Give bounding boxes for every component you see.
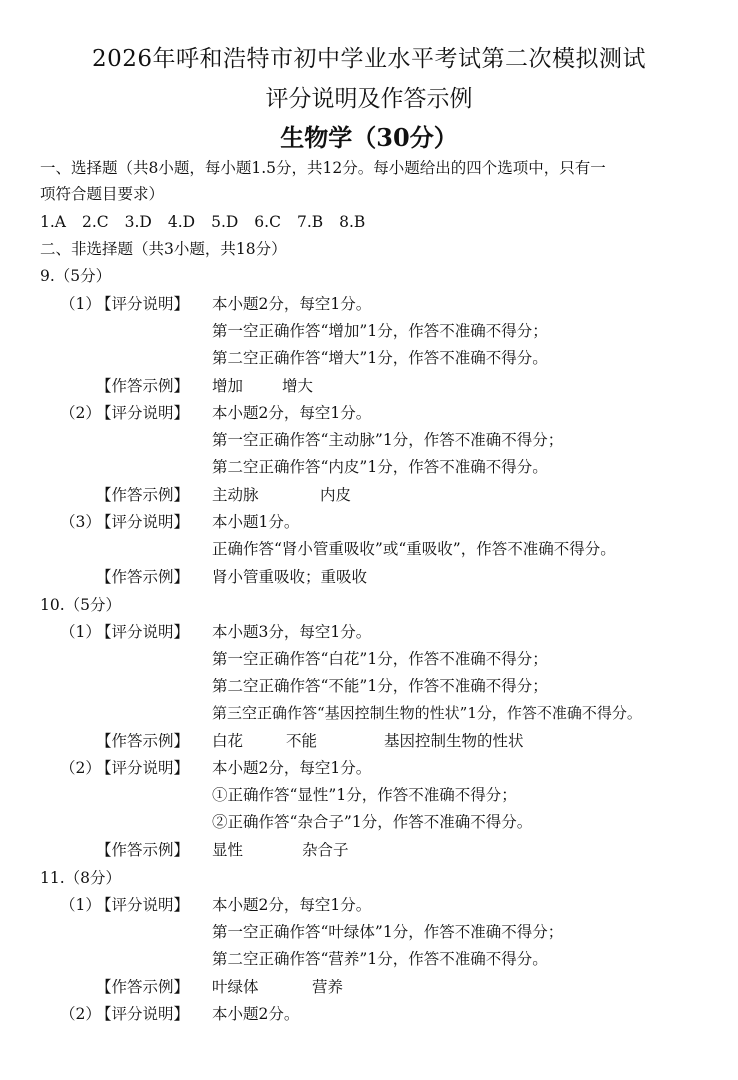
q11-part1-number: （1） xyxy=(60,896,101,914)
q9-part2-number: （2） xyxy=(60,404,101,422)
answer-item: 2.C xyxy=(81,213,109,231)
scoring-label: 【评分说明】 xyxy=(96,404,190,422)
scoring-label: 【评分说明】 xyxy=(96,759,190,777)
q11-part2-number: （2） xyxy=(60,1005,101,1023)
section1-heading-cont: 项符合题目要求） xyxy=(40,185,165,203)
scoring-text: 本小题3分，每空1分。 xyxy=(212,623,372,641)
scoring-label: 【评分说明】 xyxy=(96,623,190,641)
scoring-label: 【评分说明】 xyxy=(96,1005,190,1023)
scoring-text: 本小题2分。 xyxy=(212,1005,300,1023)
answer-item: 5.D xyxy=(211,213,239,231)
question-11-title: 11.（8分） xyxy=(40,869,122,887)
example-answer: 显性 xyxy=(212,841,244,859)
subject-heading: 生物学（30分） xyxy=(280,123,458,152)
answer-item: 6.C xyxy=(254,213,281,231)
q9-part1-number: （1） xyxy=(60,295,101,313)
scoring-text: 本小题1分。 xyxy=(212,513,300,531)
scoring-label: 【评分说明】 xyxy=(96,513,190,531)
example-label: 【作答示例】 xyxy=(96,978,190,996)
example-answer: 增加 xyxy=(212,377,244,395)
example-answer: 白花 xyxy=(212,732,244,750)
example-label: 【作答示例】 xyxy=(96,732,190,750)
scoring-label: 【评分说明】 xyxy=(96,295,190,313)
scoring-text: 第二空正确作答“不能”1分，作答不准确不得分； xyxy=(212,677,548,695)
answer-item: 1.A xyxy=(40,213,66,231)
answer-item: 8.B xyxy=(339,213,366,231)
scoring-text: 第三空正确作答“基因控制生物的性状”1分，作答不准确不得分。 xyxy=(212,704,642,722)
q10-part1-number: （1） xyxy=(60,623,101,641)
scoring-text: 第二空正确作答“增大”1分，作答不准确不得分。 xyxy=(212,349,548,367)
example-label: 【作答示例】 xyxy=(96,841,190,859)
example-label: 【作答示例】 xyxy=(96,568,190,586)
example-answer: 内皮 xyxy=(320,486,352,504)
q9-part3-number: （3） xyxy=(60,513,101,531)
scoring-text: 第一空正确作答“白花”1分，作答不准确不得分； xyxy=(212,650,548,668)
example-answer: 增大 xyxy=(282,377,314,395)
section1-heading: 一、选择题（共8小题，每小题1.5分，共12分。每小题给出的四个选项中，只有一 xyxy=(40,159,606,177)
document-subtitle: 评分说明及作答示例 xyxy=(265,86,473,112)
example-answer: 营养 xyxy=(312,978,344,996)
question-9-title: 9.（5分） xyxy=(40,267,112,285)
scoring-text: 本小题2分，每空1分。 xyxy=(212,404,372,422)
scoring-text: 本小题2分，每空1分。 xyxy=(212,896,372,914)
example-answer: 基因控制生物的性状 xyxy=(384,732,524,750)
q10-part2-number: （2） xyxy=(60,759,101,777)
question-10-title: 10.（5分） xyxy=(40,596,122,614)
example-answer: 不能 xyxy=(286,732,318,750)
example-answer: 叶绿体 xyxy=(212,978,259,996)
scoring-text: 第二空正确作答“营养”1分，作答不准确不得分。 xyxy=(212,950,548,968)
scoring-text: 第一空正确作答“增加”1分，作答不准确不得分； xyxy=(212,322,548,340)
scoring-label: 【评分说明】 xyxy=(96,896,190,914)
example-answer: 杂合子 xyxy=(302,841,349,859)
example-answer: 主动脉 xyxy=(212,486,259,504)
example-label: 【作答示例】 xyxy=(96,486,190,504)
document-title: 2026年呼和浩特市初中学业水平考试第二次模拟测试 xyxy=(91,46,647,72)
scoring-text: 第一空正确作答“叶绿体”1分，作答不准确不得分； xyxy=(212,923,564,941)
scoring-text: 本小题2分，每空1分。 xyxy=(212,295,372,313)
example-label: 【作答示例】 xyxy=(96,377,190,395)
scoring-text: 正确作答“肾小管重吸收”或“重吸收”，作答不准确不得分。 xyxy=(212,540,616,558)
answer-item: 4.D xyxy=(167,213,196,231)
scoring-text: 第二空正确作答“内皮”1分，作答不准确不得分。 xyxy=(212,458,548,476)
section2-heading: 二、非选择题（共3小题，共18分） xyxy=(40,240,287,258)
scoring-text: 第一空正确作答“主动脉”1分，作答不准确不得分； xyxy=(212,431,564,449)
choice-answers xyxy=(40,212,381,232)
scoring-text: 本小题2分，每空1分。 xyxy=(212,759,372,777)
scoring-text: ①正确作答“显性”1分，作答不准确不得分； xyxy=(212,786,517,804)
answer-item: 3.D xyxy=(124,213,152,231)
scoring-text: ②正确作答“杂合子”1分，作答不准确不得分。 xyxy=(212,813,533,831)
example-answer: 肾小管重吸收；重吸收 xyxy=(212,568,368,586)
answer-item: 7.B xyxy=(296,213,324,231)
